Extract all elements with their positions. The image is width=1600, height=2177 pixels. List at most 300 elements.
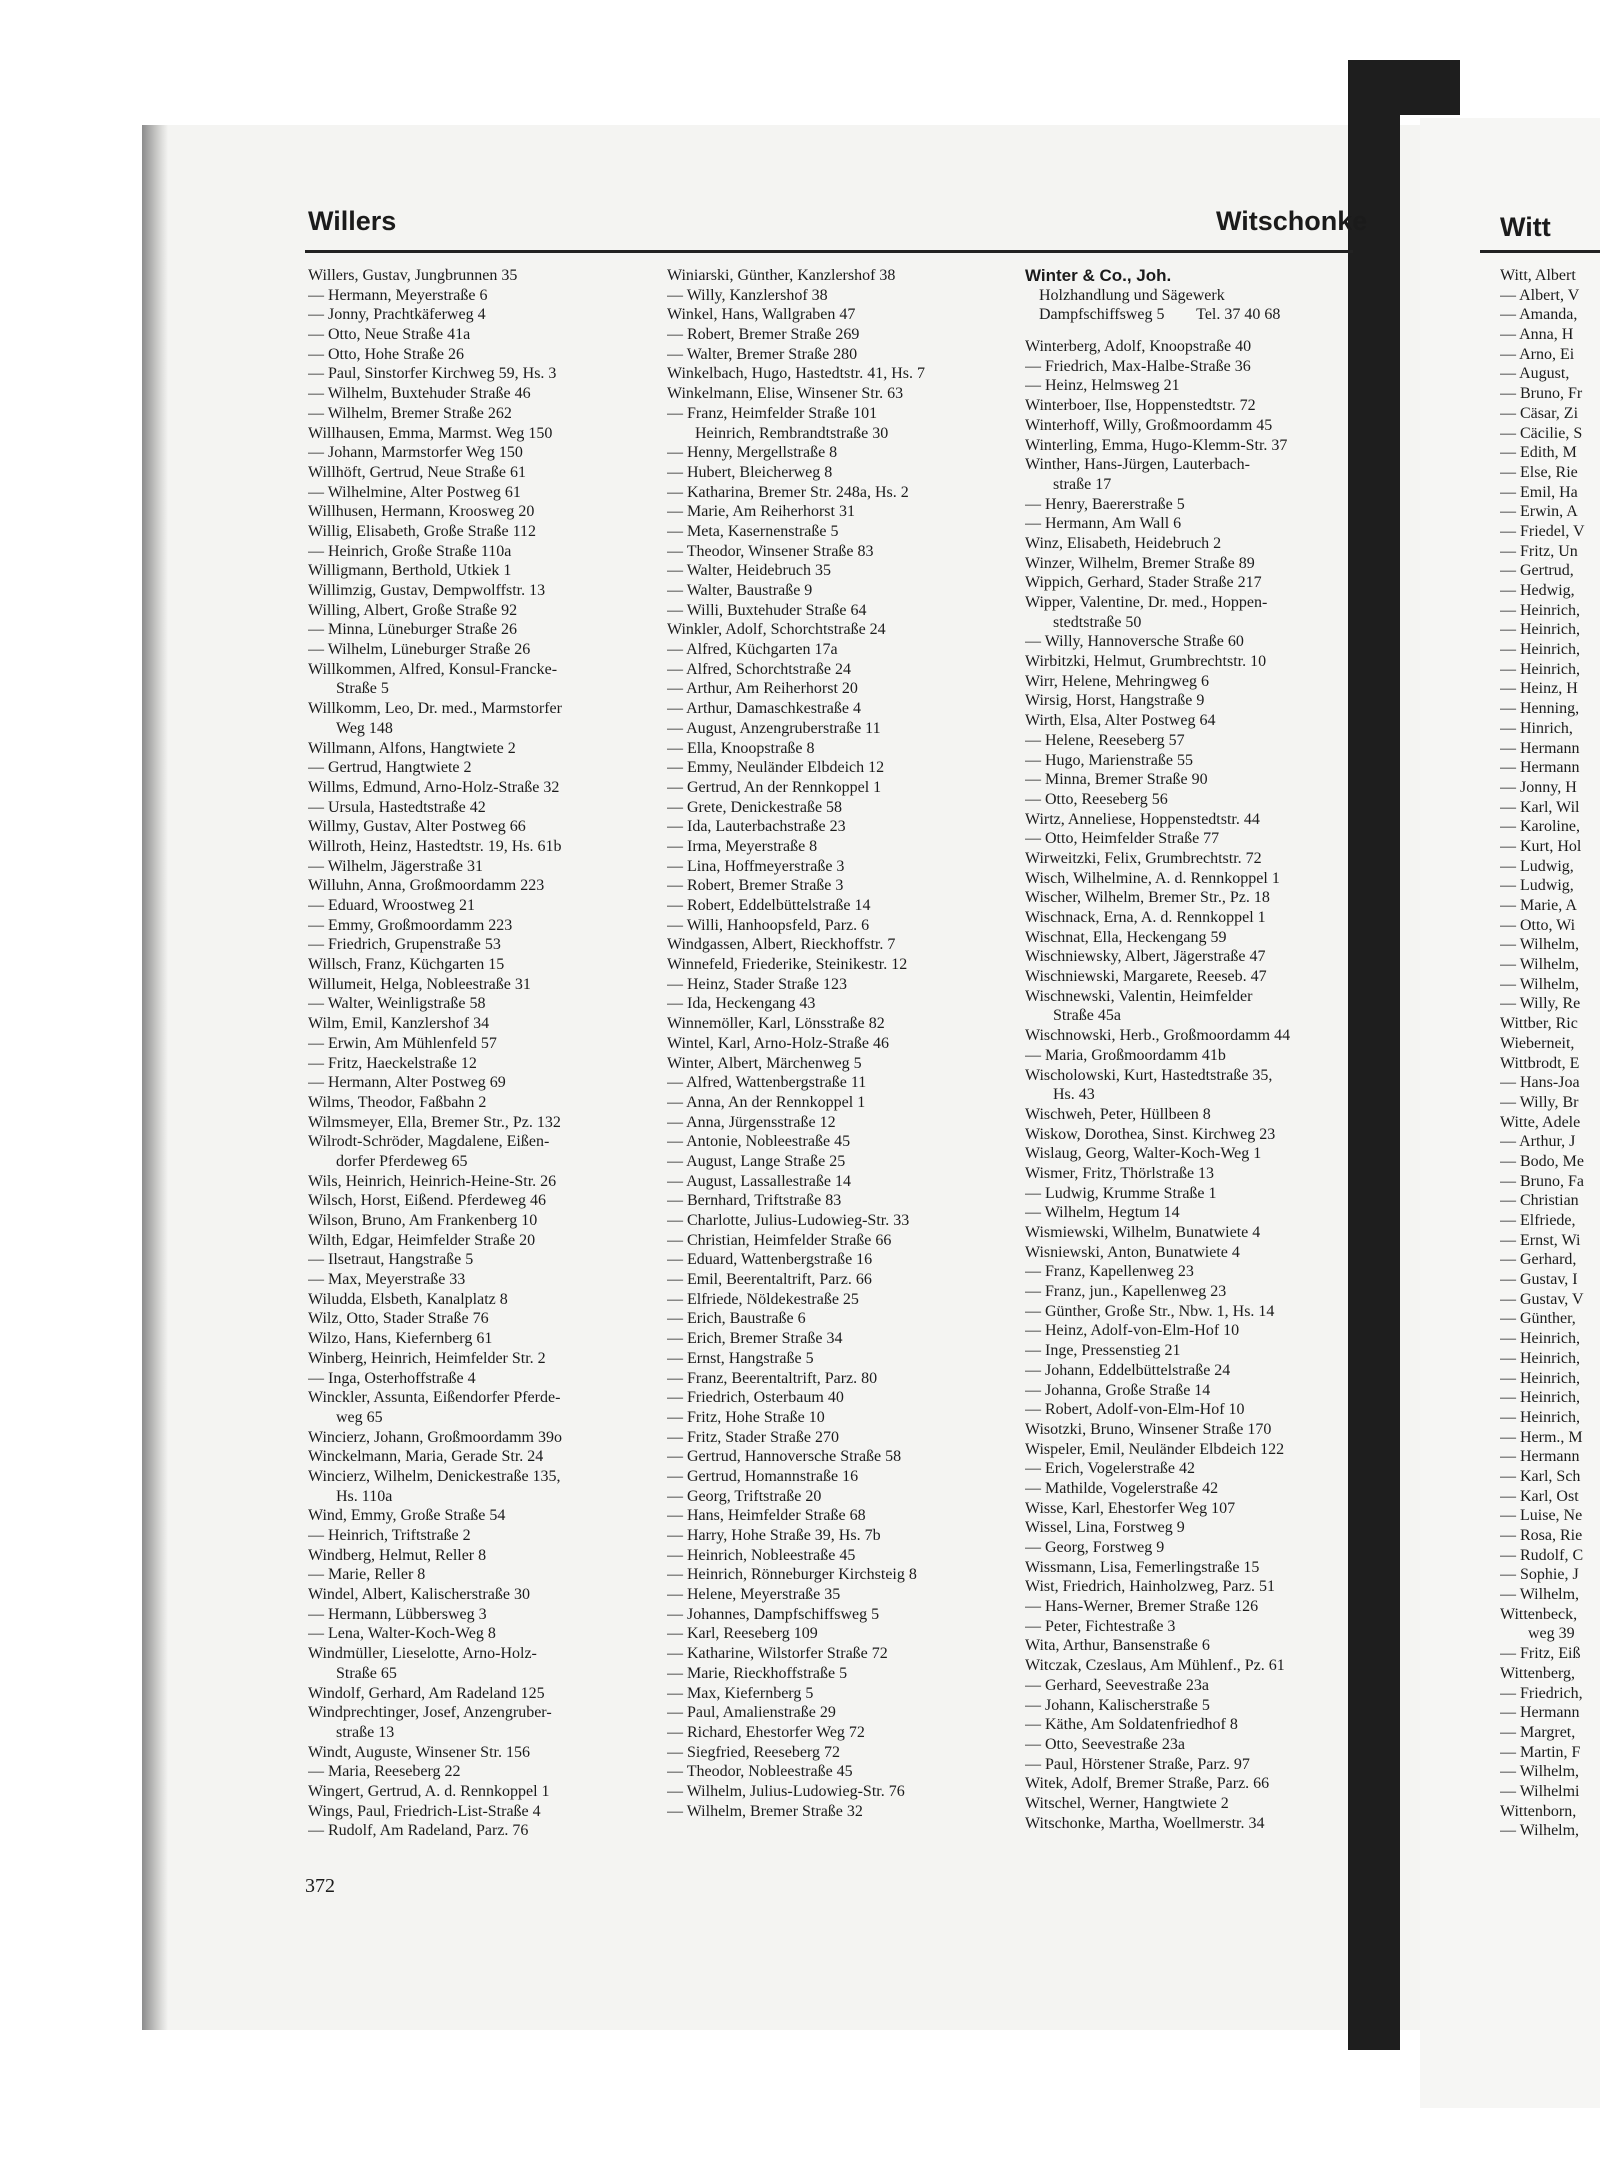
directory-entry: — Inge, Pressenstieg 21 <box>1025 1342 1181 1360</box>
directory-entry: — Erwin, Am Mühlenfeld 57 <box>308 1034 497 1052</box>
directory-entry: — Wilhelm, Bremer Straße 32 <box>667 1802 863 1820</box>
directory-entry: — Gertrud, Hannoversche Straße 58 <box>667 1448 902 1466</box>
directory-entry: — Maria, Großmoordamm 41b <box>1025 1046 1226 1064</box>
page-edge-shadow <box>142 125 168 2030</box>
firm-listing-name: Winter & Co., Joh. <box>1025 266 1172 285</box>
directory-entry: — Henry, Baererstraße 5 <box>1025 495 1185 513</box>
directory-entry: Straße 65 <box>336 1664 397 1682</box>
directory-entry: — Fritz, Hohe Straße 10 <box>667 1408 825 1426</box>
directory-entry: — Fritz, Eiß <box>1500 1645 1581 1663</box>
directory-entry: — Alfred, Wattenbergstraße 11 <box>667 1074 867 1092</box>
directory-entry: Winnemöller, Karl, Lönsstraße 82 <box>667 1015 885 1033</box>
directory-entry: Winz, Elisabeth, Heidebruch 2 <box>1025 534 1222 552</box>
directory-entry: Witte, Adele <box>1500 1113 1581 1131</box>
directory-entry: Wiskow, Dorothea, Sinst. Kirchweg 23 <box>1025 1125 1276 1143</box>
directory-entry: — Heinrich, <box>1500 1349 1580 1367</box>
next-page-column <box>1500 266 1600 1841</box>
directory-entry: Wischnewski, Valentin, Heimfelder <box>1025 987 1253 1005</box>
directory-entry: — Emil, Beerentaltrift, Parz. 66 <box>667 1271 872 1289</box>
directory-entry: stedtstraße 50 <box>1053 613 1142 631</box>
directory-entry: Windgassen, Albert, Rieckhoffstr. 7 <box>667 936 896 954</box>
directory-entry: Wittbrodt, E <box>1500 1054 1580 1072</box>
book-gutter <box>1348 60 1400 2050</box>
directory-entry: dorfer Pferdeweg 65 <box>336 1152 468 1170</box>
directory-entry: — Hermann, Lübbersweg 3 <box>308 1605 487 1623</box>
directory-entry: — Günther, Große Str., Nbw. 1, Hs. 14 <box>1025 1302 1275 1320</box>
directory-entry: Wischolowski, Kurt, Hastedtstraße 35, <box>1025 1066 1273 1084</box>
directory-entry: Wittenbeck, <box>1500 1605 1578 1623</box>
directory-entry: — Eduard, Wattenbergstraße 16 <box>667 1251 873 1269</box>
directory-entry: Willmy, Gustav, Alter Postweg 66 <box>308 818 526 836</box>
directory-entry: — Heinrich, Nobleestraße 45 <box>667 1546 856 1564</box>
directory-entry: — Peter, Fichtestraße 3 <box>1025 1617 1176 1635</box>
directory-entry: Wilms, Theodor, Faßbahn 2 <box>308 1093 487 1111</box>
directory-entry: Witschonke, Martha, Woellmerstr. 34 <box>1025 1814 1265 1832</box>
directory-column-3 <box>1025 266 1355 1833</box>
directory-entry: — Wilhelm, Jägerstraße 31 <box>308 857 484 875</box>
directory-entry: — Heinz, H <box>1500 680 1578 698</box>
directory-entry: — Ida, Lauterbachstraße 23 <box>667 818 846 836</box>
directory-entry: — Inga, Osterhoffstraße 4 <box>308 1369 476 1387</box>
directory-entry: — Kurt, Hol <box>1500 837 1582 855</box>
directory-entry: Straße 5 <box>336 680 389 698</box>
directory-entry: — Anna, Jürgensstraße 12 <box>667 1113 836 1131</box>
directory-entry: — Johann, Marmstorfer Weg 150 <box>308 444 523 462</box>
directory-entry: — Erich, Vogelerstraße 42 <box>1025 1460 1196 1478</box>
directory-entry: — Franz, Heimfelder Straße 101 <box>667 404 878 422</box>
directory-entry: Winterling, Emma, Hugo-Klemm-Str. 37 <box>1025 436 1288 454</box>
directory-entry: — Arthur, J <box>1500 1133 1576 1151</box>
directory-entry: Witczak, Czeslaus, Am Mühlenf., Pz. 61 <box>1025 1657 1285 1675</box>
directory-entry: — Georg, Triftstraße 20 <box>667 1487 822 1505</box>
directory-entry: — Theodor, Winsener Straße 83 <box>667 542 874 560</box>
directory-entry: — Henny, Mergellstraße 8 <box>667 444 838 462</box>
directory-entry: — Heinz, Stader Straße 123 <box>667 975 847 993</box>
directory-entry: — Friedel, V <box>1500 522 1585 540</box>
directory-entry: — Wilhelm, Lüneburger Straße 26 <box>308 641 531 659</box>
directory-entry: — Willy, Br <box>1500 1093 1579 1111</box>
directory-entry: Wisch, Wilhelmine, A. d. Rennkoppel 1 <box>1025 869 1280 887</box>
header-rule <box>305 250 1353 253</box>
directory-entry: — August, Anzengruberstraße 11 <box>667 719 881 737</box>
directory-entry: — Wilhelm, Buxtehuder Straße 46 <box>308 385 531 403</box>
directory-entry: Winterboer, Ilse, Hoppenstedtstr. 72 <box>1025 397 1256 415</box>
directory-entry: Wilmsmeyer, Ella, Bremer Str., Pz. 132 <box>308 1113 561 1131</box>
directory-entry: — Erwin, A <box>1500 503 1578 521</box>
directory-entry: Wischnat, Ella, Heckengang 59 <box>1025 928 1227 946</box>
directory-entry: Willers, Gustav, Jungbrunnen 35 <box>308 267 518 284</box>
directory-entry: — Hubert, Bleicherweg 8 <box>667 463 833 481</box>
directory-entry: — Wilhelm, Hegtum 14 <box>1025 1204 1180 1222</box>
directory-entry: — Otto, Heimfelder Straße 77 <box>1025 830 1220 848</box>
directory-entry: — Ernst, Wi <box>1500 1231 1581 1249</box>
directory-entry: — Wilhelmine, Alter Postweg 61 <box>308 483 521 501</box>
directory-entry: Willhöft, Gertrud, Neue Straße 61 <box>308 463 526 481</box>
directory-entry: Willing, Albert, Große Straße 92 <box>308 601 518 619</box>
directory-entry: — Marie, Rieckhoffstraße 5 <box>667 1664 848 1682</box>
directory-entry: — Hermann, Alter Postweg 69 <box>308 1074 506 1092</box>
directory-entry: Wincierz, Johann, Großmoordamm 39o <box>308 1428 562 1446</box>
directory-entry: — Herm., M <box>1500 1428 1583 1446</box>
directory-entry: — Otto, Neue Straße 41a <box>308 326 471 344</box>
directory-entry: Wirbitzki, Helmut, Grumbrechtstr. 10 <box>1025 653 1267 671</box>
directory-entry: — Bernhard, Triftstraße 83 <box>667 1192 842 1210</box>
directory-entry: Winkelmann, Elise, Winsener Str. 63 <box>667 385 904 403</box>
directory-entry: Willmann, Alfons, Hangtwiete 2 <box>308 739 516 757</box>
directory-entry: — Walter, Weinligstraße 58 <box>308 995 486 1013</box>
binding-shadow-top <box>1400 60 1460 115</box>
directory-entry: — Johann, Kalischerstraße 5 <box>1025 1696 1210 1714</box>
directory-entry: Wilson, Bruno, Am Frankenberg 10 <box>308 1212 538 1229</box>
directory-entry: — Ursula, Hastedtstraße 42 <box>308 798 486 816</box>
directory-entry: Windt, Auguste, Winsener Str. 156 <box>308 1743 530 1761</box>
directory-entry: — Franz, jun., Kapellenweg 23 <box>1025 1283 1227 1301</box>
running-header-left: Willers <box>308 206 397 236</box>
directory-entry: — Gertrud, An der Rennkoppel 1 <box>667 778 882 796</box>
directory-entry: — Franz, Kapellenweg 23 <box>1025 1263 1194 1281</box>
directory-entry: — Heinrich, Große Straße 110a <box>308 542 512 560</box>
directory-entry: Winckelmann, Maria, Gerade Str. 24 <box>308 1448 544 1466</box>
directory-entry: — Heinz, Adolf-von-Elm-Hof 10 <box>1025 1322 1240 1340</box>
directory-entry: Wirsig, Horst, Hangstraße 9 <box>1025 692 1205 710</box>
directory-entry: Wieberneit, <box>1500 1034 1575 1052</box>
directory-entry: — Karl, Reeseberg 109 <box>667 1625 818 1643</box>
directory-entry: — Ernst, Hangstraße 5 <box>667 1349 814 1367</box>
directory-entry: — Theodor, Nobleestraße 45 <box>667 1763 853 1781</box>
directory-entry: — Fritz, Stader Straße 270 <box>667 1428 839 1446</box>
directory-entry: Wismer, Fritz, Thörlstraße 13 <box>1025 1164 1215 1182</box>
directory-entry: — Bodo, Me <box>1500 1152 1584 1170</box>
directory-entry: — Friedrich, Grupenstraße 53 <box>308 936 501 954</box>
directory-entry: — Ludwig, Krumme Straße 1 <box>1025 1184 1217 1202</box>
directory-entry: — Ida, Heckengang 43 <box>667 995 816 1013</box>
directory-entry: Wilz, Otto, Stader Straße 76 <box>308 1310 489 1328</box>
directory-entry: Winkel, Hans, Wallgraben 47 <box>667 306 856 324</box>
directory-entry: — Jonny, H <box>1500 778 1577 796</box>
directory-entry: — Gustav, V <box>1500 1290 1584 1308</box>
directory-entry: — Albert, V <box>1500 286 1580 304</box>
directory-entry: Willigmann, Berthold, Utkiek 1 <box>308 562 512 580</box>
directory-entry: — Gertrud, Homannstraße 16 <box>667 1467 859 1485</box>
directory-entry: Wischniewsky, Albert, Jägerstraße 47 <box>1025 948 1266 966</box>
directory-entry: Willsch, Franz, Küchgarten 15 <box>308 956 505 974</box>
directory-entry: — Hans, Heimfelder Straße 68 <box>667 1507 866 1525</box>
directory-entry: — Grete, Denickestraße 58 <box>667 798 843 816</box>
directory-entry: — Rosa, Rie <box>1500 1527 1583 1544</box>
directory-entry: — Amanda, <box>1500 306 1578 324</box>
directory-entry: — Karl, Ost <box>1500 1487 1579 1505</box>
directory-entry: — Willy, Re <box>1500 995 1581 1013</box>
directory-entry: — Rudolf, Am Radeland, Parz. 76 <box>308 1822 529 1840</box>
directory-entry: — Wilhelmi <box>1500 1782 1580 1800</box>
directory-entry: straße 13 <box>336 1723 395 1741</box>
directory-entry: Winiarski, Günther, Kanzlershof 38 <box>667 267 896 284</box>
directory-entry: — Heinrich, <box>1500 621 1580 639</box>
directory-entry: — Johannes, Dampfschiffsweg 5 <box>667 1605 880 1623</box>
directory-entry: Wittenborn, <box>1500 1802 1577 1820</box>
directory-entry: — August, Lassallestraße 14 <box>667 1172 851 1190</box>
directory-entry: Straße 45a <box>1053 1007 1121 1025</box>
directory-entry: — Otto, Hohe Straße 26 <box>308 345 464 363</box>
directory-entry: — Hans-Werner, Bremer Straße 126 <box>1025 1598 1259 1616</box>
directory-entry: — Elfriede, <box>1500 1212 1576 1229</box>
directory-entry: Winterberg, Adolf, Knoopstraße 40 <box>1025 338 1252 356</box>
directory-entry: Wisotzki, Bruno, Winsener Straße 170 <box>1025 1420 1272 1438</box>
directory-entry: — Meta, Kasernenstraße 5 <box>667 522 839 540</box>
directory-entry: — Rudolf, C <box>1500 1546 1584 1564</box>
directory-entry: — Friedrich, <box>1500 1684 1583 1702</box>
directory-entry: Wita, Arthur, Bansenstraße 6 <box>1025 1637 1210 1655</box>
directory-entry: — Cäcilie, S <box>1500 424 1583 442</box>
directory-entry: — August, <box>1500 365 1570 383</box>
next-page-header: Witt <box>1500 212 1551 242</box>
directory-entry: Willumeit, Helga, Nobleestraße 31 <box>308 975 531 993</box>
directory-entry: Wilm, Emil, Kanzlershof 34 <box>308 1015 490 1033</box>
directory-entry: — Gerhard, Seevestraße 23a <box>1025 1676 1209 1694</box>
directory-entry: — Walter, Baustraße 9 <box>667 582 813 599</box>
directory-entry: Wisse, Karl, Ehestorfer Weg 107 <box>1025 1499 1236 1517</box>
directory-entry: — Johanna, Große Straße 14 <box>1025 1381 1211 1399</box>
directory-entry: straße 17 <box>1053 475 1112 493</box>
directory-entry: Winkler, Adolf, Schorchtstraße 24 <box>667 621 886 639</box>
directory-entry: — Willi, Hanhoopsfeld, Parz. 6 <box>667 916 870 934</box>
directory-entry: — Erich, Baustraße 6 <box>667 1310 806 1328</box>
directory-entry: — Luise, Ne <box>1500 1507 1583 1525</box>
directory-entry: — Alfred, Schorchtstraße 24 <box>667 660 851 678</box>
directory-entry: Winther, Hans-Jürgen, Lauterbach- <box>1025 456 1250 474</box>
directory-entry: Wist, Friedrich, Hainholzweg, Parz. 51 <box>1025 1578 1275 1596</box>
directory-entry: — Marie, Reller 8 <box>308 1566 426 1584</box>
directory-entry: Willhausen, Emma, Marmst. Weg 150 <box>308 424 553 442</box>
directory-entry: — Heinrich, <box>1500 1389 1580 1407</box>
directory-entry: Willroth, Heinz, Hastedtstr. 19, Hs. 61b <box>308 837 562 855</box>
directory-entry: — Willi, Buxtehuder Straße 64 <box>667 601 867 619</box>
page-number: 372 <box>305 1875 335 1897</box>
directory-entry: — Wilhelm, <box>1500 1586 1580 1604</box>
directory-entry: — Christian, Heimfelder Straße 66 <box>667 1231 892 1249</box>
directory-entry: Willuhn, Anna, Großmoordamm 223 <box>308 877 545 895</box>
directory-entry: Heinrich, Rembrandtstraße 30 <box>695 424 889 442</box>
directory-entry: Wischnowski, Herb., Großmoordamm 44 <box>1025 1027 1291 1045</box>
directory-entry: — Willy, Kanzlershof 38 <box>667 286 828 304</box>
directory-entry: — Heinrich, <box>1500 660 1580 678</box>
directory-entry: — Günther, <box>1500 1310 1576 1328</box>
directory-entry: — Ludwig, <box>1500 857 1574 875</box>
directory-entry: — Helene, Reeseberg 57 <box>1025 731 1185 749</box>
directory-entry: Wincierz, Wilhelm, Denickestraße 135, <box>308 1467 561 1485</box>
directory-entry: — Wilhelm, Bremer Straße 262 <box>308 404 512 422</box>
directory-entry: — Hinrich, <box>1500 719 1573 737</box>
directory-entry: Wirweitzki, Felix, Grumbrechtstr. 72 <box>1025 849 1262 867</box>
directory-entry: Willig, Elisabeth, Große Straße 112 <box>308 522 537 540</box>
directory-entry: — Max, Kiefernberg 5 <box>667 1684 814 1702</box>
directory-entry: — Bruno, Fr <box>1500 385 1583 403</box>
directory-entry: — Ludwig, <box>1500 877 1574 895</box>
directory-entry: — Anna, An der Rennkoppel 1 <box>667 1093 866 1111</box>
directory-entry: Wilsch, Horst, Eißend. Pferdeweg 46 <box>308 1192 546 1210</box>
directory-entry: Wispeler, Emil, Neuländer Elbdeich 122 <box>1025 1440 1285 1458</box>
directory-entry: — Karl, Sch <box>1500 1467 1581 1485</box>
directory-entry: — Irma, Meyerstraße 8 <box>667 837 818 855</box>
directory-entry: Wisniewski, Anton, Bunatwiete 4 <box>1025 1243 1240 1261</box>
next-page-header-rule <box>1480 250 1600 253</box>
directory-entry: — Emil, Ha <box>1500 483 1578 501</box>
directory-entry: — Willy, Hannoversche Straße 60 <box>1025 633 1244 651</box>
firm-listing-line: Dampfschiffsweg 5 Tel. 37 40 68 <box>1039 306 1281 324</box>
firm-listing-line: Holzhandlung und Sägewerk <box>1039 286 1225 304</box>
directory-entry: Winberg, Heinrich, Heimfelder Str. 2 <box>308 1349 546 1367</box>
directory-entry: — August, Lange Straße 25 <box>667 1152 846 1170</box>
directory-entry: Winkelbach, Hugo, Hastedtstr. 41, Hs. 7 <box>667 365 925 383</box>
directory-entry: — Ilsetraut, Hangstraße 5 <box>308 1251 474 1269</box>
directory-entry: — Ella, Knoopstraße 8 <box>667 739 815 757</box>
directory-entry: — Robert, Bremer Straße 269 <box>667 326 860 344</box>
directory-entry: Windberg, Helmut, Reller 8 <box>308 1546 487 1564</box>
directory-entry: — Wilhelm, Julius-Ludowieg-Str. 76 <box>667 1782 905 1800</box>
directory-entry: — Gertrud, <box>1500 562 1574 580</box>
directory-entry: — Heinrich, <box>1500 641 1580 659</box>
directory-entry: — Max, Meyerstraße 33 <box>308 1271 466 1289</box>
directory-entry: Wirr, Helene, Mehringweg 6 <box>1025 672 1209 690</box>
directory-entry: — Franz, Beerentaltrift, Parz. 80 <box>667 1369 878 1387</box>
directory-entry: Wind, Emmy, Große Straße 54 <box>308 1507 506 1525</box>
directory-entry: — Hermann <box>1500 1704 1580 1722</box>
directory-entry: Willhusen, Hermann, Kroosweg 20 <box>308 503 535 521</box>
directory-entry: — Jonny, Prachtkäferweg 4 <box>308 306 486 324</box>
directory-entry: — Henning, <box>1500 700 1580 718</box>
directory-entry: — Helene, Meyerstraße 35 <box>667 1586 841 1604</box>
directory-entry: — Friedrich, Osterbaum 40 <box>667 1389 844 1407</box>
directory-entry: Wipper, Valentine, Dr. med., Hoppen- <box>1025 594 1268 611</box>
directory-entry: Wittber, Ric <box>1500 1015 1578 1033</box>
directory-entry: — Käthe, Am Soldatenfriedhof 8 <box>1025 1716 1238 1734</box>
directory-entry: — Heinrich, Rönneburger Kirchsteig 8 <box>667 1566 917 1584</box>
directory-entry: — Wilhelm, <box>1500 1763 1580 1781</box>
directory-entry: — Gustav, I <box>1500 1271 1578 1289</box>
directory-entry: Windprechtinger, Josef, Anzengruber- <box>308 1704 552 1722</box>
directory-entry: Wittenberg, <box>1500 1664 1576 1682</box>
directory-entry: — Robert, Adolf-von-Elm-Hof 10 <box>1025 1401 1245 1419</box>
directory-entry: Willms, Edmund, Arno-Holz-Straße 32 <box>308 778 560 796</box>
directory-entry: — Katharina, Bremer Str. 248a, Hs. 2 <box>667 483 909 501</box>
directory-entry: weg 65 <box>336 1408 383 1426</box>
directory-entry: — Hermann, Meyerstraße 6 <box>308 286 488 304</box>
directory-entry: Hs. 110a <box>336 1487 393 1505</box>
directory-entry: — Hermann, Am Wall 6 <box>1025 515 1182 533</box>
directory-entry: Wilrodt-Schröder, Magdalene, Eißen- <box>308 1133 550 1151</box>
directory-entry: Wiludda, Elsbeth, Kanalplatz 8 <box>308 1290 508 1308</box>
directory-entry: — Wilhelm, <box>1500 936 1580 954</box>
directory-entry: Winterhoff, Willy, Großmoordamm 45 <box>1025 416 1273 434</box>
directory-entry: Wischer, Wilhelm, Bremer Str., Pz. 18 <box>1025 889 1270 907</box>
directory-entry: — Wilhelm, <box>1500 975 1580 993</box>
directory-entry: Wismiewski, Wilhelm, Bunatwiete 4 <box>1025 1224 1261 1241</box>
directory-entry: — Paul, Hörstener Straße, Parz. 97 <box>1025 1755 1250 1773</box>
directory-entry: — Alfred, Küchgarten 17a <box>667 641 838 659</box>
directory-entry: — Otto, Seevestraße 23a <box>1025 1735 1185 1753</box>
directory-entry: — Anna, H <box>1500 326 1574 344</box>
directory-entry: Wilzo, Hans, Kiefernberg 61 <box>308 1330 493 1348</box>
directory-entry: — Arthur, Damaschkestraße 4 <box>667 700 861 718</box>
directory-entry: — Paul, Sinstorfer Kirchweg 59, Hs. 3 <box>308 365 557 383</box>
directory-entry: — Hermann <box>1500 739 1580 757</box>
directory-entry: — Robert, Eddelbüttelstraße 14 <box>667 897 871 914</box>
directory-entry: Hs. 43 <box>1053 1086 1095 1104</box>
directory-entry: Wischnack, Erna, A. d. Rennkoppel 1 <box>1025 909 1266 926</box>
directory-column-1 <box>308 266 643 1841</box>
directory-entry: — Arno, Ei <box>1500 345 1575 363</box>
directory-entry: — Emmy, Neuländer Elbdeich 12 <box>667 759 885 777</box>
directory-entry: — Heinrich, <box>1500 1330 1580 1348</box>
directory-entry: — Otto, Reeseberg 56 <box>1025 790 1168 808</box>
directory-entry: — Hedwig, <box>1500 582 1575 599</box>
directory-entry: — Hermann <box>1500 759 1580 777</box>
directory-entry: — Minna, Lüneburger Straße 26 <box>308 621 517 639</box>
directory-entry: — Heinrich, <box>1500 1369 1580 1387</box>
directory-entry: — Heinz, Helmsweg 21 <box>1025 377 1180 395</box>
directory-entry: Windmüller, Lieselotte, Arno-Holz- <box>308 1645 537 1663</box>
directory-entry: Wilth, Edgar, Heimfelder Straße 20 <box>308 1231 536 1249</box>
directory-column-2 <box>667 266 1002 1821</box>
directory-entry: — Lena, Walter-Koch-Weg 8 <box>308 1625 496 1643</box>
directory-entry: — Minna, Bremer Straße 90 <box>1025 771 1208 789</box>
directory-entry: Witt, Albert <box>1500 267 1576 284</box>
directory-entry: — Heinrich, <box>1500 601 1580 619</box>
directory-entry: — Richard, Ehestorfer Weg 72 <box>667 1723 865 1741</box>
directory-entry: Weg 148 <box>336 719 393 737</box>
directory-entry: Willkomm, Leo, Dr. med., Marmstorfer <box>308 700 562 718</box>
directory-entry: Wings, Paul, Friedrich-List-Straße 4 <box>308 1802 541 1820</box>
directory-entry: — Lina, Hoffmeyerstraße 3 <box>667 857 845 875</box>
directory-entry: Witschel, Werner, Hangtwiete 2 <box>1025 1794 1229 1812</box>
directory-entry: — Margret, <box>1500 1723 1576 1741</box>
directory-entry: — Karoline, <box>1500 818 1580 836</box>
directory-entry: Wissel, Lina, Forstweg 9 <box>1025 1519 1185 1537</box>
directory-entry: — Antonie, Nobleestraße 45 <box>667 1133 851 1151</box>
directory-entry: Windel, Albert, Kalischerstraße 30 <box>308 1586 530 1604</box>
directory-entry: Wirth, Elsa, Alter Postweg 64 <box>1025 712 1216 730</box>
directory-entry: — Erich, Bremer Straße 34 <box>667 1330 843 1348</box>
directory-entry: — Christian <box>1500 1192 1579 1210</box>
directory-entry: — Heinrich, Triftstraße 2 <box>308 1527 471 1544</box>
directory-entry: — Bruno, Fa <box>1500 1172 1584 1190</box>
directory-entry: — Mathilde, Vogelerstraße 42 <box>1025 1479 1219 1497</box>
directory-entry: — Eduard, Wroostweg 21 <box>308 897 476 914</box>
directory-entry: Winzer, Wilhelm, Bremer Straße 89 <box>1025 554 1255 572</box>
directory-entry: — Walter, Heidebruch 35 <box>667 562 831 580</box>
directory-entry: — Marie, A <box>1500 897 1577 914</box>
directory-entry: — Martin, F <box>1500 1743 1581 1761</box>
directory-entry: Wirtz, Anneliese, Hoppenstedtstr. 44 <box>1025 810 1260 828</box>
directory-entry: — Gerhard, <box>1500 1251 1577 1269</box>
directory-entry: Wischweh, Peter, Hüllbeen 8 <box>1025 1105 1211 1123</box>
directory-entry: — Fritz, Haeckelstraße 12 <box>308 1054 477 1072</box>
directory-entry: Willimzig, Gustav, Dempwolffstr. 13 <box>308 582 546 599</box>
directory-entry: — Maria, Reeseberg 22 <box>308 1763 461 1781</box>
directory-entry: Wislaug, Georg, Walter-Koch-Weg 1 <box>1025 1145 1262 1163</box>
directory-entry: Winckler, Assunta, Eißendorfer Pferde- <box>308 1389 561 1407</box>
directory-entry: — Emmy, Großmoordamm 223 <box>308 916 513 934</box>
directory-entry: — Friedrich, Max-Halbe-Straße 36 <box>1025 357 1251 375</box>
directory-entry: — Johann, Eddelbüttelstraße 24 <box>1025 1361 1231 1379</box>
directory-entry: Willkommen, Alfred, Konsul-Francke- <box>308 660 558 678</box>
directory-entry: — Gertrud, Hangtwiete 2 <box>308 759 472 777</box>
directory-entry: — Cäsar, Zi <box>1500 404 1579 422</box>
directory-entry: — Hermann <box>1500 1448 1580 1466</box>
directory-entry: — Elfriede, Nöldekestraße 25 <box>667 1290 859 1308</box>
directory-entry: Wischniewski, Margarete, Reeseb. 47 <box>1025 968 1267 986</box>
directory-entry: — Arthur, Am Reiherhorst 20 <box>667 680 858 698</box>
